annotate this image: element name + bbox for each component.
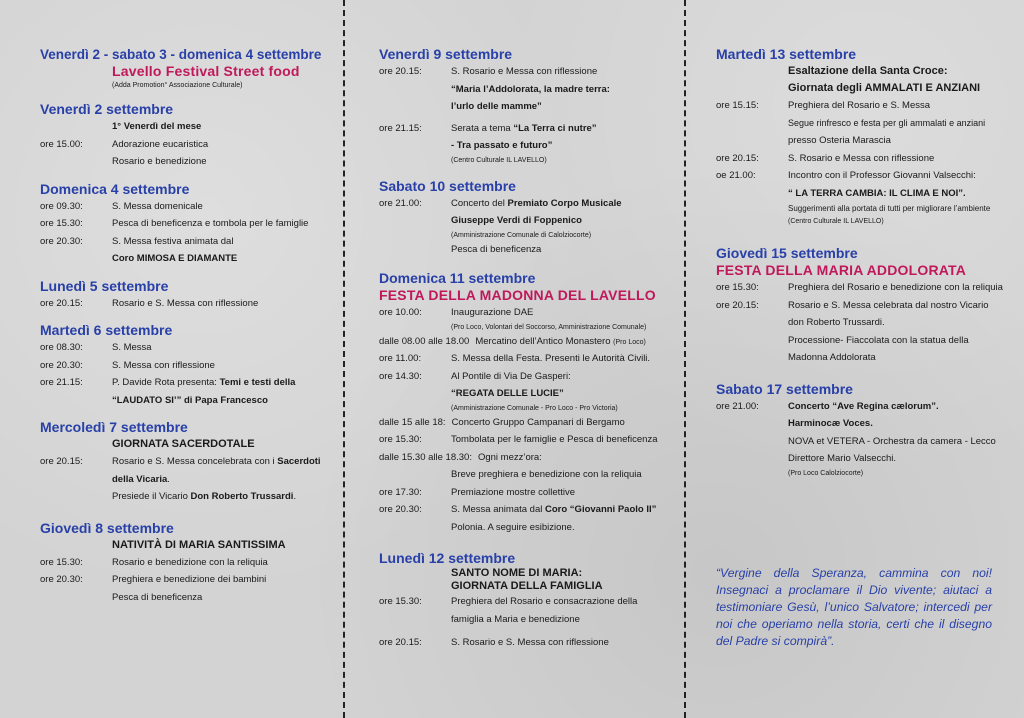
schedule-row — [40, 339, 343, 357]
event-time: ore 15.00: — [40, 138, 83, 150]
festival-title: Lavello Festival Street food — [112, 63, 300, 79]
schedule-row: ore 20.15: S. Rosario e S. Messa con riflessione — [379, 634, 684, 652]
organizer-note: (Amministrazione Comunale di Calolziocorte) — [451, 231, 592, 239]
schedule-row: ore 15.15: Preghiera del Rosario e S. Messa — [716, 97, 1024, 115]
schedule-row: ore 14.30: Al Pontile di Via De Gasperi: — [379, 368, 684, 386]
event-time: ore 14.30: — [379, 370, 422, 382]
schedule-row: ore 20.30: S. Messa animata dal Coro “Giovanni Paolo II” — [379, 501, 684, 519]
event-day-9-sept: Venerdì 9 settembre ore 20.15: S. Rosario e Messa con riflessione “Maria l’Addolorata, la madre terra: l’urlo delle mamme” ore 21.15: Serata a tema “La Terra ci nutre” - Tra passato e futuro” (Centro Culturale IL LAVELLO) — [379, 46, 684, 166]
event-desc: S. Messa festiva animata dal — [112, 235, 234, 247]
event-time: ore 21.15: — [379, 122, 422, 134]
event-desc: Coro MIMOSA E DIAMANTE — [112, 253, 238, 264]
event-day-6-sept: Martedì 6 settembre ore 08.30: S. Messa ore 20.30: S. Messa con riflessione ore 21.15: P. Davide Rota presenta: Temi e testi della “LAUDATO SI’” di Papa Francesco — [40, 322, 343, 409]
festival-title: FESTA DELLA MARIA ADDOLORATA — [716, 262, 967, 278]
event-day-17-sept: Sabato 17 settembre ore 21.00: Concerto “Ave Regina cælorum”. Harminocæ Voces. NOVA et VETERA - Orchestra da camera - Lecco Direttore Mario Valsecchi. (Pro Loco Calolziocorte) — [716, 381, 1024, 479]
schedule-row — [40, 215, 343, 233]
schedule-row: dalle 15.30 alle 18.30: Ogni mezz’ora: — [379, 449, 684, 467]
event-time: ore 15.30: — [379, 596, 422, 607]
event-time: ore 15.30: — [40, 218, 83, 229]
event-time: ore 21.00: — [379, 197, 422, 209]
event-time: ore 20.15: — [716, 299, 759, 311]
event-time: ore 15.30: — [40, 556, 83, 568]
schedule-row: ore 21.15: Serata a tema “La Terra ci nutre” — [379, 120, 684, 138]
event-desc: Rosario e benedizione con la reliquia — [112, 556, 268, 568]
festival-title: FESTA DELLA MADONNA DEL LAVELLO — [379, 287, 656, 303]
day-heading: Venerdì 9 settembre — [379, 46, 513, 62]
schedule-row: ore 20.15: S. Rosario e Messa con riflessione — [379, 63, 684, 81]
day-heading: Mercoledì 7 settembre — [40, 419, 188, 435]
event-time: ore 20.30: — [379, 504, 422, 515]
schedule-row: ore 11.00: S. Messa della Festa. Presenti le Autorità Civili. — [379, 350, 684, 368]
schedule-row: ore 20.15: S. Rosario e Messa con riflessione — [716, 150, 1024, 168]
schedule-row: oe 21.00: Incontro con il Professor Giovanni Valsecchi: — [716, 167, 1024, 185]
event-day-2-sept — [40, 101, 343, 171]
event-time: ore 20.30: — [40, 359, 83, 371]
schedule-row: dalle 15 alle 18: Concerto Gruppo Campanari di Bergamo — [379, 414, 684, 432]
event-time: dalle 08.00 alle 18.00 — [379, 335, 470, 347]
schedule-row — [40, 571, 343, 589]
event-title: Esaltazione della Santa Croce: — [788, 65, 948, 77]
schedule-row: ore 15.30: Preghiera del Rosario e benedizione con la reliquia — [716, 279, 1024, 297]
program-column-1 — [0, 0, 343, 718]
event-time: ore 15.30: — [379, 434, 422, 445]
program-column-2 — [345, 0, 684, 718]
event-time: ore 21.00: — [716, 400, 759, 412]
day-heading: Lunedì 5 settembre — [40, 277, 169, 294]
event-desc: Preghiera e benedizione dei bambini — [112, 574, 267, 585]
schedule-row — [40, 233, 343, 251]
event-time: ore 20.15: — [379, 66, 422, 77]
prayer-quote: “Vergine della Speranza, cammina con noi! Insegnaci a proclamare il Dio vivente; aiutaci a testimoniare Gesù, l’unico Salvatore; intercedi per noi che operiamo nella storia, certi che il disegno del Padre si compirà”. — [716, 566, 992, 648]
event-time: ore 20.30: — [40, 235, 83, 247]
event-time: ore 20.15: — [379, 637, 422, 648]
event-time: ore 20.30: — [40, 574, 83, 585]
day-heading: Martedì 6 settembre — [40, 322, 173, 338]
day-heading: Domenica 11 settembre — [379, 270, 536, 286]
event-time: dalle 15.30 alle 18.30: — [379, 451, 472, 463]
event-time: ore 21.15: — [40, 377, 83, 388]
event-time: ore 20.15: — [716, 152, 759, 164]
schedule-row: ore 21.00: Concerto del Premiato Corpo Musicale — [379, 195, 684, 213]
schedule-row — [40, 357, 343, 375]
day-heading: Venerdì 2 settembre — [40, 101, 174, 117]
day-heading: Giovedì 8 settembre — [40, 519, 174, 536]
day-heading: Martedì 13 settembre — [716, 46, 857, 62]
event-day-12-sept: Lunedì 12 settembre SANTO NOME DI MARIA: GIORNATA DELLA FAMIGLIA ore 15.30: Preghiera del Rosario e consacrazione della famiglia a Maria e benedizione ore 20.15: S. Rosario e S. Messa con riflessione — [379, 550, 684, 652]
day-heading: Venerdì 2 - sabato 3 - domenica 4 settembre — [40, 47, 322, 62]
event-day-5-sept — [40, 278, 343, 313]
organizer-note: (Pro Loco Calolziocorte) — [788, 469, 864, 477]
schedule-row: ore 21.00: Concerto “Ave Regina cælorum”. — [716, 398, 1024, 416]
event-day-4-sept — [40, 181, 343, 268]
event-title: GIORNATA DELLA FAMIGLIA — [451, 580, 603, 592]
event-time: ore 08.30: — [40, 342, 83, 353]
event-day-10-sept: Sabato 10 settembre ore 21.00: Concerto del Premiato Corpo Musicale Giuseppe Verdi di Foppenico (Amministrazione Comunale di Calolziocorte) Pesca di beneficenza — [379, 178, 684, 259]
event-title: GIORNATA SACERDOTALE — [112, 438, 255, 450]
day-heading: Lunedì 12 settembre — [379, 550, 516, 566]
schedule-row — [40, 554, 343, 572]
event-time: ore 15.15: — [716, 100, 759, 111]
event-desc: Pesca di beneficenza — [112, 591, 203, 603]
event-desc: Rosario e benedizione — [112, 156, 207, 167]
event-time: ore 20.15: — [40, 456, 83, 467]
event-title: 1° Venerdì del mese — [112, 121, 202, 132]
schedule-row: ore 21.15: P. Davide Rota presenta: Temi e testi della — [40, 374, 343, 392]
event-day-7-sept: Mercoledì 7 settembre GIORNATA SACERDOTALE ore 20.15: Rosario e S. Messa concelebrata con i Sacerdoti della Vicaria. Presiede il Vicario Don Roberto Trussardi. — [40, 419, 343, 506]
event-day-13-sept: Martedì 13 settembre Esaltazione della Santa Croce: Giornata degli AMMALATI E ANZIANI ore 15.15: Preghiera del Rosario e S. Messa Segue rinfresco e festa per gli ammalati e anziani presso Osteria Marascia ore 20.15: S. Rosario e Messa con riflessione oe 21.00: Incontro con il Professor Giovanni Valsecchi: “ LA TERRA CAMBIA: IL CLIMA E NOI”. Suggerimenti alla portata di tutti per migliorare l’ambiente (Centro Culturale IL LAVELLO) — [716, 46, 1024, 227]
day-heading: Domenica 4 settembre — [40, 180, 190, 197]
event-desc: Rosario e S. Messa con riflessione — [112, 297, 259, 309]
event-desc: Pesca di beneficenza e tombola per le famiglie — [112, 218, 309, 229]
day-heading: Sabato 17 settembre — [716, 380, 853, 397]
schedule-row — [40, 198, 343, 216]
event-title: NATIVITÀ DI MARIA SANTISSIMA — [112, 538, 286, 551]
schedule-row: ore 17.30: Premiazione mostre collettive — [379, 484, 684, 502]
schedule-row: ore 20.15: Rosario e S. Messa celebrata dal nostro Vicario — [716, 297, 1024, 315]
event-desc: S. Messa — [112, 342, 152, 353]
event-time: ore 20.15: — [40, 297, 83, 309]
schedule-row: ore 15.30: Tombolata per le famiglie e Pesca di beneficenza — [379, 431, 684, 449]
schedule-row: ore 20.15: Rosario e S. Messa concelebrata con i Sacerdoti — [40, 453, 343, 471]
schedule-row: ore 15.30: Preghiera del Rosario e consacrazione della — [379, 593, 684, 611]
organizer-note: (Centro Culturale IL LAVELLO) — [451, 156, 547, 164]
event-desc: Adorazione eucaristica — [112, 138, 209, 150]
day-heading: Giovedì 15 settembre — [716, 245, 858, 261]
event-day-11-sept: Domenica 11 settembre FESTA DELLA MADONNA DEL LAVELLO ore 10.00: Inaugurazione DAE (Pro Loco, Volontari del Soccorso, Amministrazione Comunale) dalle 08.00 alle 18.00 Mercatino dell’Antico Monastero (Pro Loco) ore 11.00: S. Messa della Festa. Presenti le Autorità Civili. ore 14.30: Al Pontile di Via De Gasperi: “REGATA DELLE LUCIE” (Amministrazione Comunale - Pro Loco - Pro Victoria) dalle 15 alle 18: Concerto Gruppo Campanari di Bergamo ore 15.30: Tombolata per le famiglie e Pesca di beneficenza dalle 15.30 alle 18.30: Ogni mezz’ora: Breve preghiera e benedizione con la reliquia ore 17.30: Premiazione mostre collettive ore 20.30: S. Messa animata dal Coro “Giovanni Paolo II” Polonia. A seguire esibizione. — [379, 270, 684, 536]
event-time: oe 21.00: — [716, 170, 756, 181]
event-day-15-sept: Giovedì 15 settembre FESTA DELLA MARIA ADDOLORATA ore 15.30: Preghiera del Rosario e benedizione con la reliquia ore 20.15: Rosario e S. Messa celebrata dal nostro Vicario don Roberto Trussardi. Processione- Fiaccolata con la statua della Madonna Addolorata — [716, 245, 1024, 367]
event-day-2-4-sept — [40, 46, 343, 91]
organizer-note: (Centro Culturale IL LAVELLO) — [788, 218, 884, 225]
event-title: Giornata degli AMMALATI E ANZIANI — [788, 82, 981, 94]
schedule-row: dalle 08.00 alle 18.00 Mercatino dell’Antico Monastero (Pro Loco) — [379, 333, 684, 351]
event-desc: S. Messa con riflessione — [112, 359, 215, 371]
event-title: SANTO NOME DI MARIA: — [451, 567, 583, 579]
schedule-row: ore 10.00: Inaugurazione DAE — [379, 304, 684, 322]
schedule-row — [40, 295, 343, 313]
organizer-note: (Adda Promotion° Associazione Culturale) — [112, 82, 243, 89]
event-time: ore 17.30: — [379, 486, 422, 498]
schedule-row — [40, 136, 343, 154]
organizer-note: (Amministrazione Comunale - Pro Loco - Pro Victoria) — [451, 404, 618, 412]
event-time: ore 15.30: — [716, 282, 759, 293]
event-desc: S. Messa domenicale — [112, 200, 203, 212]
organizer-note: (Pro Loco, Volontari del Soccorso, Amministrazione Comunale) — [451, 323, 647, 331]
event-time: ore 09.30: — [40, 200, 83, 212]
event-time: ore 11.00: — [379, 353, 422, 364]
day-heading: Sabato 10 settembre — [379, 177, 516, 194]
event-time: dalle 15 alle 18: — [379, 416, 446, 428]
event-day-8-sept — [40, 520, 343, 607]
event-time: ore 10.00: — [379, 307, 422, 318]
